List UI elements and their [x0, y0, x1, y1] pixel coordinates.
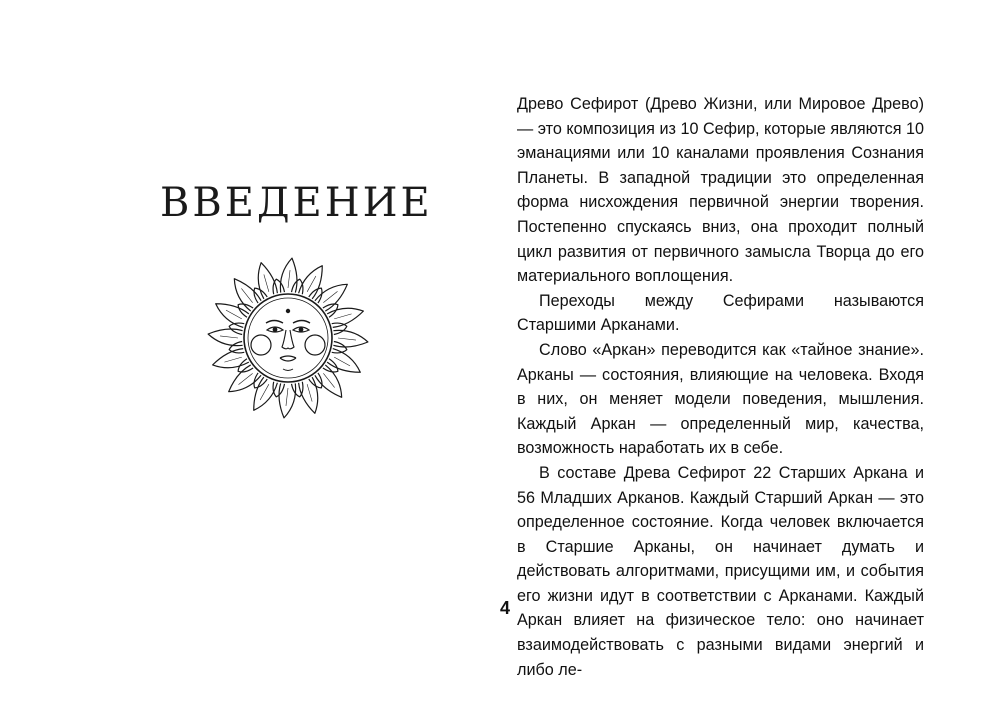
- paragraph: Переходы между Сефирами называются Старшими Арканами.: [517, 291, 924, 335]
- paragraph: Древо Сефирот (Древо Жизни, или Мировое Древо) — это композиция из 10 Сефир, которые являются 10 эманациями или 10 каналами проявления Сознания Планеты. В западной традиции это определенная форма нисхождения первичной энергии творения. Постепенно спускаясь вниз, она проходит полный цикл развития от первичного замысла Творца до его материального воплощения.: [517, 95, 924, 286]
- sun-face-icon: [203, 253, 373, 423]
- page-number: 4: [499, 598, 510, 618]
- paragraph: Слово «Аркан» переводится как «тайное знание». Арканы — состояния, влияющие на человека. Входя в них, он меняет модели поведения, мышления. Каждый Аркан — определенный мир, качества, возможность наработать их в себе.: [517, 340, 924, 458]
- body-text: [517, 92, 924, 682]
- left-column: [160, 170, 433, 226]
- chapter-title: ВВЕДЕНИЕ: [160, 180, 433, 226]
- paragraph: В составе Древа Сефирот 22 Старших Аркана и 56 Младших Арканов. Каждый Старший Аркан — это определенное состояние. Когда человек включается в Старшие Арканы, он начинает думать и действовать алгоритмами, присущими им, и события его жизни идут в соответствии с Арканами. Каждый Аркан влияет на физическое тело: оно начинает взаимодействовать с разными видами энергий и либо ле-: [517, 463, 924, 679]
